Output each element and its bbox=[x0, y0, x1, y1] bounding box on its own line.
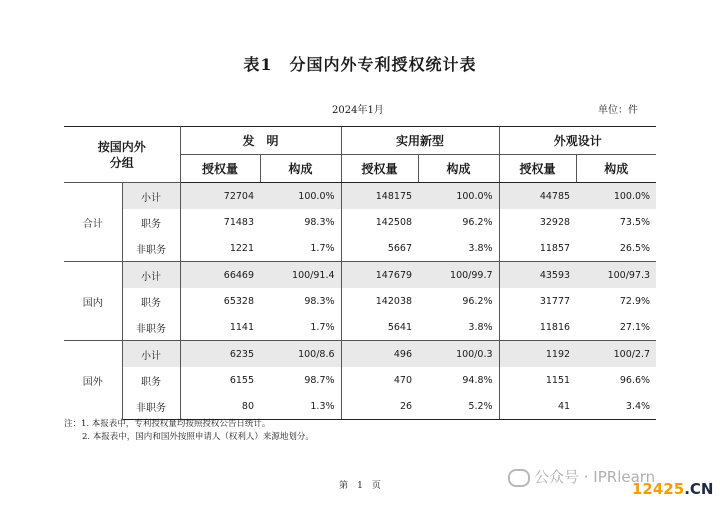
share-cell: 100/91.4 bbox=[260, 262, 341, 289]
grant-count-cell: 5667 bbox=[341, 235, 418, 262]
grant-count-cell: 44785 bbox=[499, 183, 576, 210]
col-header: 构成 bbox=[576, 155, 656, 183]
share-cell: 3.8% bbox=[468, 321, 493, 333]
table-row bbox=[64, 393, 656, 420]
table-row bbox=[64, 235, 656, 262]
unit-label: 单位：件 bbox=[598, 105, 638, 116]
grant-count-cell: 142038 bbox=[341, 288, 418, 314]
share-cell: 100.0% bbox=[260, 183, 341, 210]
share-cell: 96.6% bbox=[619, 374, 651, 386]
row-group-header-line2: 分组 bbox=[109, 155, 134, 170]
section-label: 国外 bbox=[64, 341, 122, 420]
col-group-design: 外观设计 bbox=[499, 127, 656, 155]
grant-count-cell: 41 bbox=[499, 393, 576, 420]
share-cell: 1.3% bbox=[260, 393, 341, 420]
site-logo-number: 12425 bbox=[632, 480, 685, 498]
row-group-header-line1: 按国内外 bbox=[97, 139, 146, 154]
grant-count-cell: 11816 bbox=[499, 314, 576, 341]
share-cell: 100/99.7 bbox=[418, 262, 499, 289]
row-label: 非职务 bbox=[122, 235, 180, 262]
share-cell: 100.0% bbox=[418, 183, 499, 210]
table-row bbox=[64, 183, 656, 210]
page-title: 表1 分国内外专利授权统计表 bbox=[243, 55, 477, 74]
table-row bbox=[64, 262, 656, 289]
grant-count-cell: 65328 bbox=[180, 288, 260, 314]
share-cell: 73.5% bbox=[619, 216, 651, 228]
grant-count-cell: 43593 bbox=[499, 262, 576, 289]
section-label: 国内 bbox=[64, 262, 122, 341]
share-cell: 26.5% bbox=[619, 242, 651, 254]
wechat-icon bbox=[508, 469, 530, 487]
grant-count-cell: 1192 bbox=[499, 341, 576, 368]
share-cell: 100/8.6 bbox=[260, 341, 341, 368]
col-header: 授权量 bbox=[499, 155, 576, 183]
page-number: 第 1 页 bbox=[339, 481, 381, 491]
grant-count-cell: 148175 bbox=[341, 183, 418, 210]
share-cell: 96.2% bbox=[462, 216, 493, 228]
grant-count-cell: 11857 bbox=[499, 235, 576, 262]
col-header: 构成 bbox=[418, 155, 499, 183]
share-cell: 100/2.7 bbox=[576, 341, 656, 368]
table-row bbox=[64, 209, 656, 235]
grant-count-cell: 71483 bbox=[180, 209, 260, 235]
row-label: 职务 bbox=[122, 288, 180, 314]
grant-count-cell: 1151 bbox=[499, 367, 576, 393]
grant-count-cell: 5641 bbox=[341, 314, 418, 341]
grant-count-cell: 26 bbox=[341, 393, 418, 420]
patent-grant-table bbox=[64, 126, 656, 420]
row-label: 小计 bbox=[122, 262, 180, 289]
section-label: 合计 bbox=[64, 183, 122, 262]
grant-count-cell: 1221 bbox=[180, 235, 260, 262]
table-row bbox=[64, 367, 656, 393]
col-header: 授权量 bbox=[180, 155, 260, 183]
share-cell: 100/97.3 bbox=[576, 262, 656, 289]
row-label: 职务 bbox=[122, 209, 180, 235]
table-row bbox=[64, 288, 656, 314]
share-cell: 94.8% bbox=[462, 374, 493, 386]
share-cell: 3.4% bbox=[576, 393, 656, 420]
share-cell: 98.7% bbox=[304, 374, 335, 386]
row-group-header bbox=[64, 127, 180, 183]
share-cell: 1.7% bbox=[310, 242, 335, 254]
grant-count-cell: 32928 bbox=[499, 209, 576, 235]
row-label: 非职务 bbox=[122, 393, 180, 420]
grant-count-cell: 6235 bbox=[180, 341, 260, 368]
share-cell: 3.8% bbox=[468, 242, 493, 254]
share-cell: 100/0.3 bbox=[418, 341, 499, 368]
col-header: 授权量 bbox=[341, 155, 418, 183]
grant-count-cell: 1141 bbox=[180, 314, 260, 341]
grant-count-cell: 80 bbox=[180, 393, 260, 420]
col-group-invention: 发 明 bbox=[180, 127, 341, 155]
share-cell: 72.9% bbox=[619, 295, 651, 307]
grant-count-cell: 142508 bbox=[341, 209, 418, 235]
row-label: 非职务 bbox=[122, 314, 180, 341]
grant-count-cell: 147679 bbox=[341, 262, 418, 289]
grant-count-cell: 470 bbox=[341, 367, 418, 393]
share-cell: 5.2% bbox=[418, 393, 499, 420]
table-row bbox=[64, 314, 656, 341]
row-label: 小计 bbox=[122, 183, 180, 210]
footnotes bbox=[64, 418, 314, 444]
grant-count-cell: 66469 bbox=[180, 262, 260, 289]
grant-count-cell: 31777 bbox=[499, 288, 576, 314]
footnote: 2. 本报表中，国内和国外按照申请人（权利人）来源地划分。 bbox=[82, 432, 314, 442]
report-date: 2024年1月 bbox=[332, 105, 384, 116]
row-label: 小计 bbox=[122, 341, 180, 368]
footnote: 注：1. 本报表中，专利授权量均按照授权公告日统计。 bbox=[64, 419, 271, 429]
site-logo bbox=[632, 480, 713, 498]
col-group-utility-model: 实用新型 bbox=[341, 127, 499, 155]
grant-count-cell: 6155 bbox=[180, 367, 260, 393]
share-cell: 96.2% bbox=[462, 295, 493, 307]
share-cell: 27.1% bbox=[619, 321, 651, 333]
watermark-text: 公众号 · IPRlearn bbox=[534, 468, 656, 486]
row-label: 职务 bbox=[122, 367, 180, 393]
share-cell: 98.3% bbox=[304, 216, 335, 228]
share-cell: 98.3% bbox=[304, 295, 335, 307]
share-cell: 100.0% bbox=[576, 183, 656, 210]
share-cell: 1.7% bbox=[310, 321, 335, 333]
table-row bbox=[64, 341, 656, 368]
col-header: 构成 bbox=[260, 155, 341, 183]
grant-count-cell: 496 bbox=[341, 341, 418, 368]
grant-count-cell: 72704 bbox=[180, 183, 260, 210]
site-logo-domain: .CN bbox=[684, 480, 714, 498]
